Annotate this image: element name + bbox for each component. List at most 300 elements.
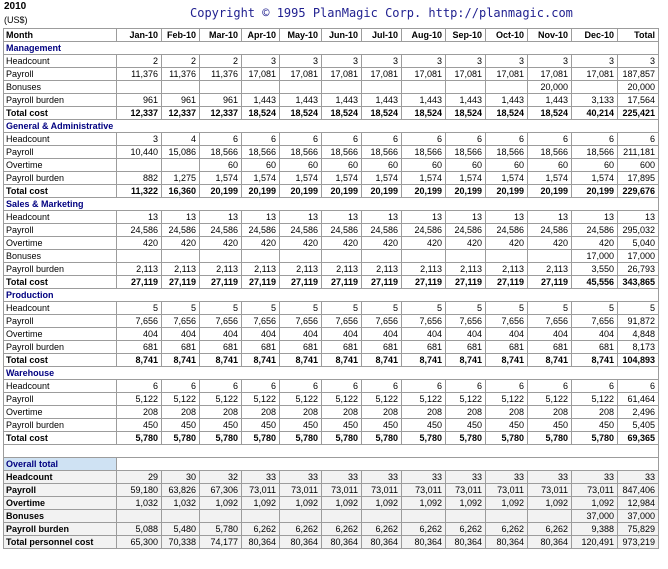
- value-cell[interactable]: 17,081: [446, 68, 486, 81]
- value-cell[interactable]: [280, 81, 322, 94]
- value-cell[interactable]: 32: [200, 471, 242, 484]
- value-cell[interactable]: 60: [242, 159, 280, 172]
- value-cell[interactable]: 8,741: [402, 354, 446, 367]
- value-cell[interactable]: 18,524: [322, 107, 362, 120]
- value-cell[interactable]: 2,113: [486, 263, 528, 276]
- value-cell[interactable]: 24,586: [528, 224, 572, 237]
- value-cell[interactable]: 6: [572, 380, 618, 393]
- month-header-may-10[interactable]: May-10: [280, 29, 322, 42]
- value-cell[interactable]: [117, 81, 162, 94]
- value-cell[interactable]: 404: [117, 328, 162, 341]
- value-cell[interactable]: 6: [322, 133, 362, 146]
- value-cell[interactable]: [242, 250, 280, 263]
- value-cell[interactable]: 6: [528, 133, 572, 146]
- value-cell[interactable]: 18,566: [528, 146, 572, 159]
- value-cell[interactable]: 7,656: [280, 315, 322, 328]
- value-cell[interactable]: 20,199: [280, 185, 322, 198]
- value-cell[interactable]: 2,113: [402, 263, 446, 276]
- value-cell[interactable]: 420: [117, 237, 162, 250]
- value-cell[interactable]: 208: [402, 406, 446, 419]
- value-cell[interactable]: 8,741: [446, 354, 486, 367]
- row-label[interactable]: Payroll: [4, 484, 117, 497]
- value-cell[interactable]: 5,040: [618, 237, 659, 250]
- value-cell[interactable]: 229,676: [618, 185, 659, 198]
- month-header-mar-10[interactable]: Mar-10: [200, 29, 242, 42]
- value-cell[interactable]: [162, 81, 200, 94]
- value-cell[interactable]: 6: [200, 133, 242, 146]
- value-cell[interactable]: 7,656: [572, 315, 618, 328]
- value-cell[interactable]: 24,586: [322, 224, 362, 237]
- value-cell[interactable]: 20,199: [200, 185, 242, 198]
- value-cell[interactable]: 60: [446, 159, 486, 172]
- value-cell[interactable]: 73,011: [446, 484, 486, 497]
- value-cell[interactable]: 404: [280, 328, 322, 341]
- value-cell[interactable]: 681: [572, 341, 618, 354]
- value-cell[interactable]: 63,826: [162, 484, 200, 497]
- value-cell[interactable]: 1,574: [528, 172, 572, 185]
- value-cell[interactable]: 27,119: [200, 276, 242, 289]
- month-header-jun-10[interactable]: Jun-10: [322, 29, 362, 42]
- value-cell[interactable]: 6: [446, 380, 486, 393]
- value-cell[interactable]: 211,181: [618, 146, 659, 159]
- value-cell[interactable]: 7,656: [117, 315, 162, 328]
- value-cell[interactable]: 12,337: [200, 107, 242, 120]
- value-cell[interactable]: [362, 81, 402, 94]
- value-cell[interactable]: 33: [242, 471, 280, 484]
- value-cell[interactable]: 420: [322, 237, 362, 250]
- value-cell[interactable]: 17,081: [242, 68, 280, 81]
- value-cell[interactable]: 600: [618, 159, 659, 172]
- value-cell[interactable]: 420: [486, 237, 528, 250]
- value-cell[interactable]: 5: [322, 302, 362, 315]
- value-cell[interactable]: 18,566: [200, 146, 242, 159]
- value-cell[interactable]: 3: [572, 55, 618, 68]
- value-cell[interactable]: 208: [200, 406, 242, 419]
- value-cell[interactable]: 6: [322, 380, 362, 393]
- value-cell[interactable]: 5,122: [446, 393, 486, 406]
- value-cell[interactable]: 1,443: [528, 94, 572, 107]
- value-cell[interactable]: 24,586: [402, 224, 446, 237]
- value-cell[interactable]: 2,113: [322, 263, 362, 276]
- value-cell[interactable]: [322, 510, 362, 523]
- value-cell[interactable]: 1,574: [446, 172, 486, 185]
- value-cell[interactable]: 5,780: [446, 432, 486, 445]
- value-cell[interactable]: 27,119: [242, 276, 280, 289]
- value-cell[interactable]: 33: [362, 471, 402, 484]
- value-cell[interactable]: 20,199: [528, 185, 572, 198]
- value-cell[interactable]: [528, 250, 572, 263]
- value-cell[interactable]: 27,119: [117, 276, 162, 289]
- value-cell[interactable]: 1,574: [242, 172, 280, 185]
- value-cell[interactable]: 80,364: [486, 536, 528, 549]
- value-cell[interactable]: [402, 510, 446, 523]
- value-cell[interactable]: 7,656: [242, 315, 280, 328]
- value-cell[interactable]: 7,656: [162, 315, 200, 328]
- value-cell[interactable]: 75,829: [618, 523, 659, 536]
- row-label[interactable]: Payroll burden: [4, 341, 117, 354]
- row-label[interactable]: Total personnel cost: [4, 536, 117, 549]
- value-cell[interactable]: 2: [162, 55, 200, 68]
- value-cell[interactable]: 69,365: [618, 432, 659, 445]
- value-cell[interactable]: 5,122: [528, 393, 572, 406]
- value-cell[interactable]: 5,122: [572, 393, 618, 406]
- value-cell[interactable]: 20,199: [242, 185, 280, 198]
- value-cell[interactable]: 1,574: [322, 172, 362, 185]
- value-cell[interactable]: 3: [486, 55, 528, 68]
- value-cell[interactable]: 13: [242, 211, 280, 224]
- value-cell[interactable]: 1,574: [362, 172, 402, 185]
- value-cell[interactable]: 1,443: [362, 94, 402, 107]
- value-cell[interactable]: 13: [162, 211, 200, 224]
- value-cell[interactable]: 104,893: [618, 354, 659, 367]
- value-cell[interactable]: 1,092: [572, 497, 618, 510]
- value-cell[interactable]: 420: [242, 237, 280, 250]
- value-cell[interactable]: 73,011: [402, 484, 446, 497]
- value-cell[interactable]: 6: [162, 380, 200, 393]
- value-cell[interactable]: 2,113: [446, 263, 486, 276]
- month-header-sep-10[interactable]: Sep-10: [446, 29, 486, 42]
- value-cell[interactable]: 18,524: [402, 107, 446, 120]
- value-cell[interactable]: 24,586: [446, 224, 486, 237]
- row-label[interactable]: Total cost: [4, 354, 117, 367]
- value-cell[interactable]: 24,586: [486, 224, 528, 237]
- value-cell[interactable]: 882: [117, 172, 162, 185]
- value-cell[interactable]: 1,092: [362, 497, 402, 510]
- value-cell[interactable]: 33: [446, 471, 486, 484]
- value-cell[interactable]: 208: [280, 406, 322, 419]
- value-cell[interactable]: 7,656: [200, 315, 242, 328]
- value-cell[interactable]: 18,566: [242, 146, 280, 159]
- value-cell[interactable]: 7,656: [486, 315, 528, 328]
- value-cell[interactable]: 1,574: [280, 172, 322, 185]
- value-cell[interactable]: [486, 510, 528, 523]
- value-cell[interactable]: 15,086: [162, 146, 200, 159]
- value-cell[interactable]: 13: [528, 211, 572, 224]
- value-cell[interactable]: 70,338: [162, 536, 200, 549]
- value-cell[interactable]: 60: [280, 159, 322, 172]
- value-cell[interactable]: 13: [486, 211, 528, 224]
- row-label[interactable]: Overtime: [4, 237, 117, 250]
- value-cell[interactable]: 208: [322, 406, 362, 419]
- row-label[interactable]: Headcount: [4, 471, 117, 484]
- value-cell[interactable]: 30: [162, 471, 200, 484]
- value-cell[interactable]: 404: [446, 328, 486, 341]
- value-cell[interactable]: 120,491: [572, 536, 618, 549]
- value-cell[interactable]: 27,119: [446, 276, 486, 289]
- value-cell[interactable]: 73,011: [242, 484, 280, 497]
- value-cell[interactable]: 13: [402, 211, 446, 224]
- value-cell[interactable]: 450: [362, 419, 402, 432]
- value-cell[interactable]: 404: [322, 328, 362, 341]
- value-cell[interactable]: 5: [200, 302, 242, 315]
- value-cell[interactable]: 3: [528, 55, 572, 68]
- value-cell[interactable]: 5,122: [322, 393, 362, 406]
- value-cell[interactable]: 73,011: [280, 484, 322, 497]
- value-cell[interactable]: [242, 510, 280, 523]
- value-cell[interactable]: 450: [200, 419, 242, 432]
- value-cell[interactable]: 208: [486, 406, 528, 419]
- value-cell[interactable]: 5,780: [280, 432, 322, 445]
- value-cell[interactable]: 6: [572, 133, 618, 146]
- row-label[interactable]: Payroll burden: [4, 263, 117, 276]
- row-label[interactable]: Payroll: [4, 393, 117, 406]
- value-cell[interactable]: 5,122: [402, 393, 446, 406]
- value-cell[interactable]: 450: [402, 419, 446, 432]
- value-cell[interactable]: [486, 250, 528, 263]
- value-cell[interactable]: 20,199: [362, 185, 402, 198]
- row-label[interactable]: Total cost: [4, 107, 117, 120]
- value-cell[interactable]: 5,780: [162, 432, 200, 445]
- value-cell[interactable]: 208: [242, 406, 280, 419]
- value-cell[interactable]: 681: [486, 341, 528, 354]
- value-cell[interactable]: 37,000: [572, 510, 618, 523]
- value-cell[interactable]: [117, 510, 162, 523]
- value-cell[interactable]: 18,566: [362, 146, 402, 159]
- row-label[interactable]: Headcount: [4, 55, 117, 68]
- value-cell[interactable]: [572, 81, 618, 94]
- value-cell[interactable]: 6,262: [362, 523, 402, 536]
- value-cell[interactable]: 973,219: [618, 536, 659, 549]
- value-cell[interactable]: 1,574: [486, 172, 528, 185]
- value-cell[interactable]: [362, 250, 402, 263]
- value-cell[interactable]: 24,586: [280, 224, 322, 237]
- value-cell[interactable]: 12,984: [618, 497, 659, 510]
- value-cell[interactable]: 1,092: [528, 497, 572, 510]
- month-header-aug-10[interactable]: Aug-10: [402, 29, 446, 42]
- row-label[interactable]: Overtime: [4, 406, 117, 419]
- value-cell[interactable]: 5,780: [572, 432, 618, 445]
- value-cell[interactable]: 37,000: [618, 510, 659, 523]
- value-cell[interactable]: 33: [402, 471, 446, 484]
- value-cell[interactable]: 4: [162, 133, 200, 146]
- value-cell[interactable]: 404: [486, 328, 528, 341]
- value-cell[interactable]: 2,113: [362, 263, 402, 276]
- value-cell[interactable]: 67,306: [200, 484, 242, 497]
- value-cell[interactable]: 187,857: [618, 68, 659, 81]
- copyright-link[interactable]: Copyright © 1995 PlanMagic Corp. http://planmagic.com: [190, 6, 573, 20]
- value-cell[interactable]: 17,081: [572, 68, 618, 81]
- value-cell[interactable]: 6: [486, 380, 528, 393]
- value-cell[interactable]: 20,199: [572, 185, 618, 198]
- value-cell[interactable]: [280, 510, 322, 523]
- value-cell[interactable]: [528, 510, 572, 523]
- value-cell[interactable]: 6,262: [486, 523, 528, 536]
- value-cell[interactable]: 404: [242, 328, 280, 341]
- value-cell[interactable]: 5: [362, 302, 402, 315]
- value-cell[interactable]: 961: [162, 94, 200, 107]
- value-cell[interactable]: 5,780: [117, 432, 162, 445]
- row-label[interactable]: Payroll: [4, 68, 117, 81]
- value-cell[interactable]: 208: [446, 406, 486, 419]
- value-cell[interactable]: 450: [572, 419, 618, 432]
- value-cell[interactable]: 26,793: [618, 263, 659, 276]
- value-cell[interactable]: 2,113: [117, 263, 162, 276]
- value-cell[interactable]: 5,780: [200, 432, 242, 445]
- value-cell[interactable]: 5,405: [618, 419, 659, 432]
- value-cell[interactable]: 450: [280, 419, 322, 432]
- value-cell[interactable]: 74,177: [200, 536, 242, 549]
- value-cell[interactable]: 11,376: [117, 68, 162, 81]
- row-label[interactable]: Payroll burden: [4, 523, 117, 536]
- value-cell[interactable]: 13: [446, 211, 486, 224]
- value-cell[interactable]: 27,119: [322, 276, 362, 289]
- value-cell[interactable]: 17,564: [618, 94, 659, 107]
- value-cell[interactable]: 18,524: [446, 107, 486, 120]
- value-cell[interactable]: 18,566: [280, 146, 322, 159]
- value-cell[interactable]: 18,566: [572, 146, 618, 159]
- value-cell[interactable]: 5,780: [528, 432, 572, 445]
- value-cell[interactable]: 17,000: [618, 250, 659, 263]
- value-cell[interactable]: 1,092: [242, 497, 280, 510]
- value-cell[interactable]: 11,376: [162, 68, 200, 81]
- value-cell[interactable]: 450: [117, 419, 162, 432]
- value-cell[interactable]: 2,113: [280, 263, 322, 276]
- value-cell[interactable]: 27,119: [362, 276, 402, 289]
- row-label[interactable]: Headcount: [4, 380, 117, 393]
- value-cell[interactable]: 208: [117, 406, 162, 419]
- value-cell[interactable]: 6,262: [280, 523, 322, 536]
- value-cell[interactable]: 20,199: [446, 185, 486, 198]
- value-cell[interactable]: 450: [162, 419, 200, 432]
- value-cell[interactable]: 6,262: [322, 523, 362, 536]
- value-cell[interactable]: 5: [242, 302, 280, 315]
- value-cell[interactable]: 681: [446, 341, 486, 354]
- value-cell[interactable]: 5,122: [280, 393, 322, 406]
- value-cell[interactable]: 18,566: [322, 146, 362, 159]
- value-cell[interactable]: 18,524: [280, 107, 322, 120]
- value-cell[interactable]: 404: [362, 328, 402, 341]
- value-cell[interactable]: 5: [402, 302, 446, 315]
- value-cell[interactable]: 6: [242, 133, 280, 146]
- value-cell[interactable]: 13: [362, 211, 402, 224]
- value-cell[interactable]: 60: [362, 159, 402, 172]
- value-cell[interactable]: [446, 81, 486, 94]
- value-cell[interactable]: 3: [362, 55, 402, 68]
- value-cell[interactable]: 681: [242, 341, 280, 354]
- value-cell[interactable]: 20,000: [528, 81, 572, 94]
- value-cell[interactable]: [446, 250, 486, 263]
- value-cell[interactable]: 17,081: [362, 68, 402, 81]
- value-cell[interactable]: 80,364: [446, 536, 486, 549]
- value-cell[interactable]: [280, 250, 322, 263]
- value-cell[interactable]: 13: [117, 211, 162, 224]
- value-cell[interactable]: 3,133: [572, 94, 618, 107]
- value-cell[interactable]: 18,566: [402, 146, 446, 159]
- value-cell[interactable]: 1,443: [322, 94, 362, 107]
- value-cell[interactable]: 1,574: [572, 172, 618, 185]
- value-cell[interactable]: 40,214: [572, 107, 618, 120]
- value-cell[interactable]: 5: [572, 302, 618, 315]
- value-cell[interactable]: 24,586: [242, 224, 280, 237]
- value-cell[interactable]: 27,119: [402, 276, 446, 289]
- row-label[interactable]: Payroll: [4, 224, 117, 237]
- value-cell[interactable]: 20,199: [486, 185, 528, 198]
- value-cell[interactable]: 13: [322, 211, 362, 224]
- value-cell[interactable]: 1,092: [446, 497, 486, 510]
- value-cell[interactable]: 6: [618, 133, 659, 146]
- value-cell[interactable]: 8,741: [200, 354, 242, 367]
- value-cell[interactable]: [117, 159, 162, 172]
- month-header-apr-10[interactable]: Apr-10: [242, 29, 280, 42]
- value-cell[interactable]: 33: [322, 471, 362, 484]
- value-cell[interactable]: 2,113: [242, 263, 280, 276]
- value-cell[interactable]: [322, 81, 362, 94]
- value-cell[interactable]: 33: [528, 471, 572, 484]
- value-cell[interactable]: [322, 250, 362, 263]
- value-cell[interactable]: [162, 159, 200, 172]
- value-cell[interactable]: 5,122: [362, 393, 402, 406]
- row-label[interactable]: Headcount: [4, 302, 117, 315]
- value-cell[interactable]: 1,443: [402, 94, 446, 107]
- value-cell[interactable]: 420: [280, 237, 322, 250]
- value-cell[interactable]: 450: [528, 419, 572, 432]
- value-cell[interactable]: 18,566: [446, 146, 486, 159]
- value-cell[interactable]: 45,556: [572, 276, 618, 289]
- month-header-label[interactable]: Month: [4, 29, 117, 42]
- value-cell[interactable]: 420: [446, 237, 486, 250]
- value-cell[interactable]: 8,741: [242, 354, 280, 367]
- row-label[interactable]: Payroll burden: [4, 172, 117, 185]
- value-cell[interactable]: 1,092: [402, 497, 446, 510]
- value-cell[interactable]: 33: [486, 471, 528, 484]
- value-cell[interactable]: 60: [486, 159, 528, 172]
- value-cell[interactable]: 1,443: [446, 94, 486, 107]
- value-cell[interactable]: 225,421: [618, 107, 659, 120]
- row-label[interactable]: Payroll: [4, 315, 117, 328]
- value-cell[interactable]: [162, 510, 200, 523]
- value-cell[interactable]: 3: [618, 55, 659, 68]
- value-cell[interactable]: 9,388: [572, 523, 618, 536]
- value-cell[interactable]: 6,262: [446, 523, 486, 536]
- value-cell[interactable]: 5,122: [242, 393, 280, 406]
- value-cell[interactable]: 10,440: [117, 146, 162, 159]
- value-cell[interactable]: 3: [446, 55, 486, 68]
- value-cell[interactable]: 6: [446, 133, 486, 146]
- value-cell[interactable]: 18,524: [362, 107, 402, 120]
- value-cell[interactable]: 61,464: [618, 393, 659, 406]
- value-cell[interactable]: 681: [322, 341, 362, 354]
- value-cell[interactable]: 1,092: [486, 497, 528, 510]
- value-cell[interactable]: 847,406: [618, 484, 659, 497]
- value-cell[interactable]: 7,656: [362, 315, 402, 328]
- value-cell[interactable]: 8,741: [322, 354, 362, 367]
- value-cell[interactable]: 3: [242, 55, 280, 68]
- value-cell[interactable]: 16,360: [162, 185, 200, 198]
- value-cell[interactable]: 681: [280, 341, 322, 354]
- value-cell[interactable]: 1,443: [242, 94, 280, 107]
- value-cell[interactable]: 1,092: [280, 497, 322, 510]
- value-cell[interactable]: 73,011: [362, 484, 402, 497]
- row-label[interactable]: Payroll burden: [4, 94, 117, 107]
- value-cell[interactable]: 80,364: [280, 536, 322, 549]
- value-cell[interactable]: 961: [200, 94, 242, 107]
- value-cell[interactable]: 7,656: [446, 315, 486, 328]
- value-cell[interactable]: 80,364: [402, 536, 446, 549]
- value-cell[interactable]: 420: [362, 237, 402, 250]
- row-label[interactable]: Bonuses: [4, 510, 117, 523]
- value-cell[interactable]: 6: [402, 380, 446, 393]
- value-cell[interactable]: 8,173: [618, 341, 659, 354]
- value-cell[interactable]: 1,574: [200, 172, 242, 185]
- value-cell[interactable]: 420: [402, 237, 446, 250]
- value-cell[interactable]: 8,741: [117, 354, 162, 367]
- value-cell[interactable]: 3: [402, 55, 446, 68]
- value-cell[interactable]: 681: [528, 341, 572, 354]
- value-cell[interactable]: 5,780: [242, 432, 280, 445]
- value-cell[interactable]: 2: [117, 55, 162, 68]
- value-cell[interactable]: 1,092: [200, 497, 242, 510]
- value-cell[interactable]: 6: [242, 380, 280, 393]
